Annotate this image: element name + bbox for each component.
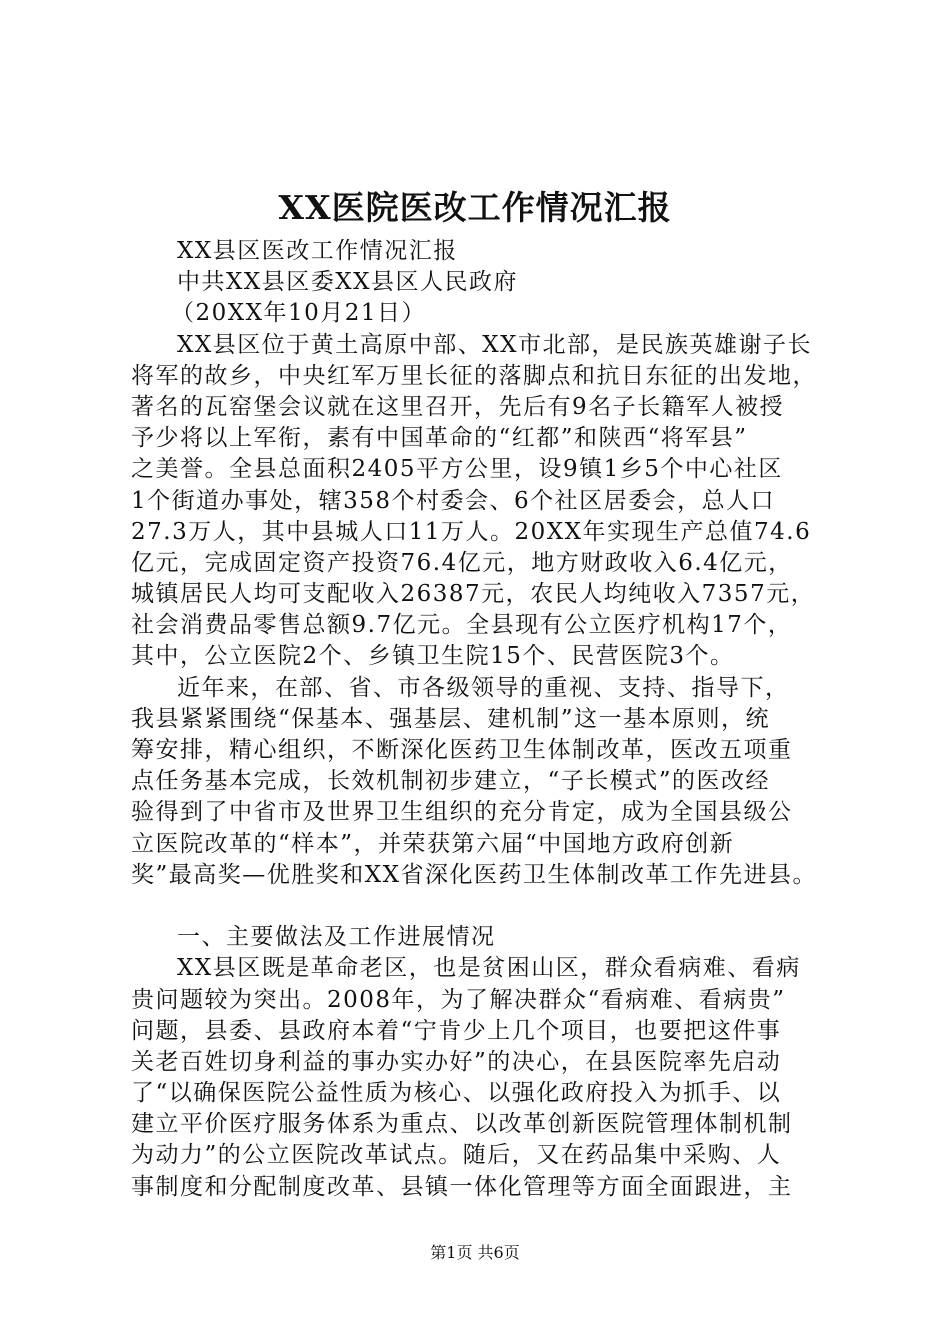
paragraph-line: 点任务基本完成，长效机制初步建立，“子长模式”的医改经 <box>131 768 771 795</box>
paragraph-line: 予少将以上军衔，素有中国革命的“红都”和陕西“将军县” <box>131 425 748 452</box>
paragraph-line: 问题，县委、县政府本着“宁肯少上几个项目，也要把这件事 <box>131 1017 782 1044</box>
header-line: 中共XX县区委XX县区人民政府 <box>177 269 518 296</box>
paragraph-line: 事制度和分配制度改革、县镇一体化管理等方面全面跟进，主 <box>131 1173 793 1200</box>
paragraph-line: 著名的瓦窑堡会议就在这里召开，先后有9名子长籍军人被授 <box>131 393 785 420</box>
paragraph-line: 亿元，完成固定资产投资76.4亿元，地方财政收入6.4亿元， <box>131 549 793 576</box>
paragraph-line: 我县紧紧围绕“保基本、强基层、建机制”这一基本原则，统 <box>131 705 771 732</box>
paragraph-line: 社会消费品零售总额9.7亿元。全县现有公立医疗机构17个， <box>131 612 793 639</box>
document-body <box>131 236 821 1203</box>
paragraph-line: 建立平价医疗服务体系为重点、以改革创新医院管理体制机制 <box>131 1111 793 1138</box>
paragraph-line: 其中，公立医院2个、乡镇卫生院15个、民营医院3个。 <box>131 643 735 670</box>
paragraph-line: 筹安排，精心组织，不断深化医药卫生体制改革，医改五项重 <box>131 737 793 763</box>
header-line: （20XX年10月21日） <box>171 300 427 327</box>
paragraph-line: 关老百姓切身利益的事办实办好”的决心，在县医院率先启动 <box>131 1048 782 1075</box>
paragraph-line: 将军的故乡，中央红军万里长征的落脚点和抗日东征的出发地， <box>131 362 817 389</box>
paragraph-line: 为动力”的公立医院改革试点。随后，又在药品集中采购、人 <box>131 1142 782 1169</box>
paragraph-line: 之美誉。全县总面积2405平方公里，设9镇1乡5个中心社区 <box>131 456 783 483</box>
paragraph-spacer <box>131 891 821 922</box>
header-line: XX县区医改工作情况汇报 <box>177 238 458 264</box>
paragraph-line: 立医院改革的“样本”，并荣获第六届“中国地方政府创新 <box>131 830 735 857</box>
document-title: XX医院医改工作情况汇报 <box>278 188 672 227</box>
paragraph-line: XX县区既是革命老区，也是贫困山区，群众看病难、看病 <box>177 955 801 982</box>
page-footer: 第1页 共6页 <box>430 1243 520 1262</box>
paragraph-line: 验得到了中省市及世界卫生组织的充分肯定，成为全国县级公 <box>131 799 793 826</box>
paragraph-line: XX县区位于黄土高原中部、XX市北部，是民族英雄谢子长 <box>177 331 812 358</box>
section-heading: 一、主要做法及工作进展情况 <box>177 924 496 951</box>
paragraph-line: 27.3万人，其中县城人口11万人。20XX年实现生产总值74.6 <box>131 518 812 545</box>
paragraph-line: 1个街道办事处，辖358个村委会、6个社区居委会，总人口 <box>131 487 776 514</box>
paragraph-line: 贵问题较为突出。2008年，为了解决群众“看病难、看病贵” <box>131 986 786 1013</box>
paragraph-line: 城镇居民人均可支配收入26387元，农民人均纯收入7357元， <box>131 581 816 608</box>
paragraph-line: 了“以确保医院公益性质为核心、以强化政府投入为抓手、以 <box>131 1080 782 1107</box>
paragraph-line: 奖”最高奖—优胜奖和XX省深化医药卫生体制改革工作先进县。 <box>131 861 818 888</box>
paragraph-line: 近年来，在部、省、市各级领导的重视、支持、指导下， <box>177 674 790 701</box>
